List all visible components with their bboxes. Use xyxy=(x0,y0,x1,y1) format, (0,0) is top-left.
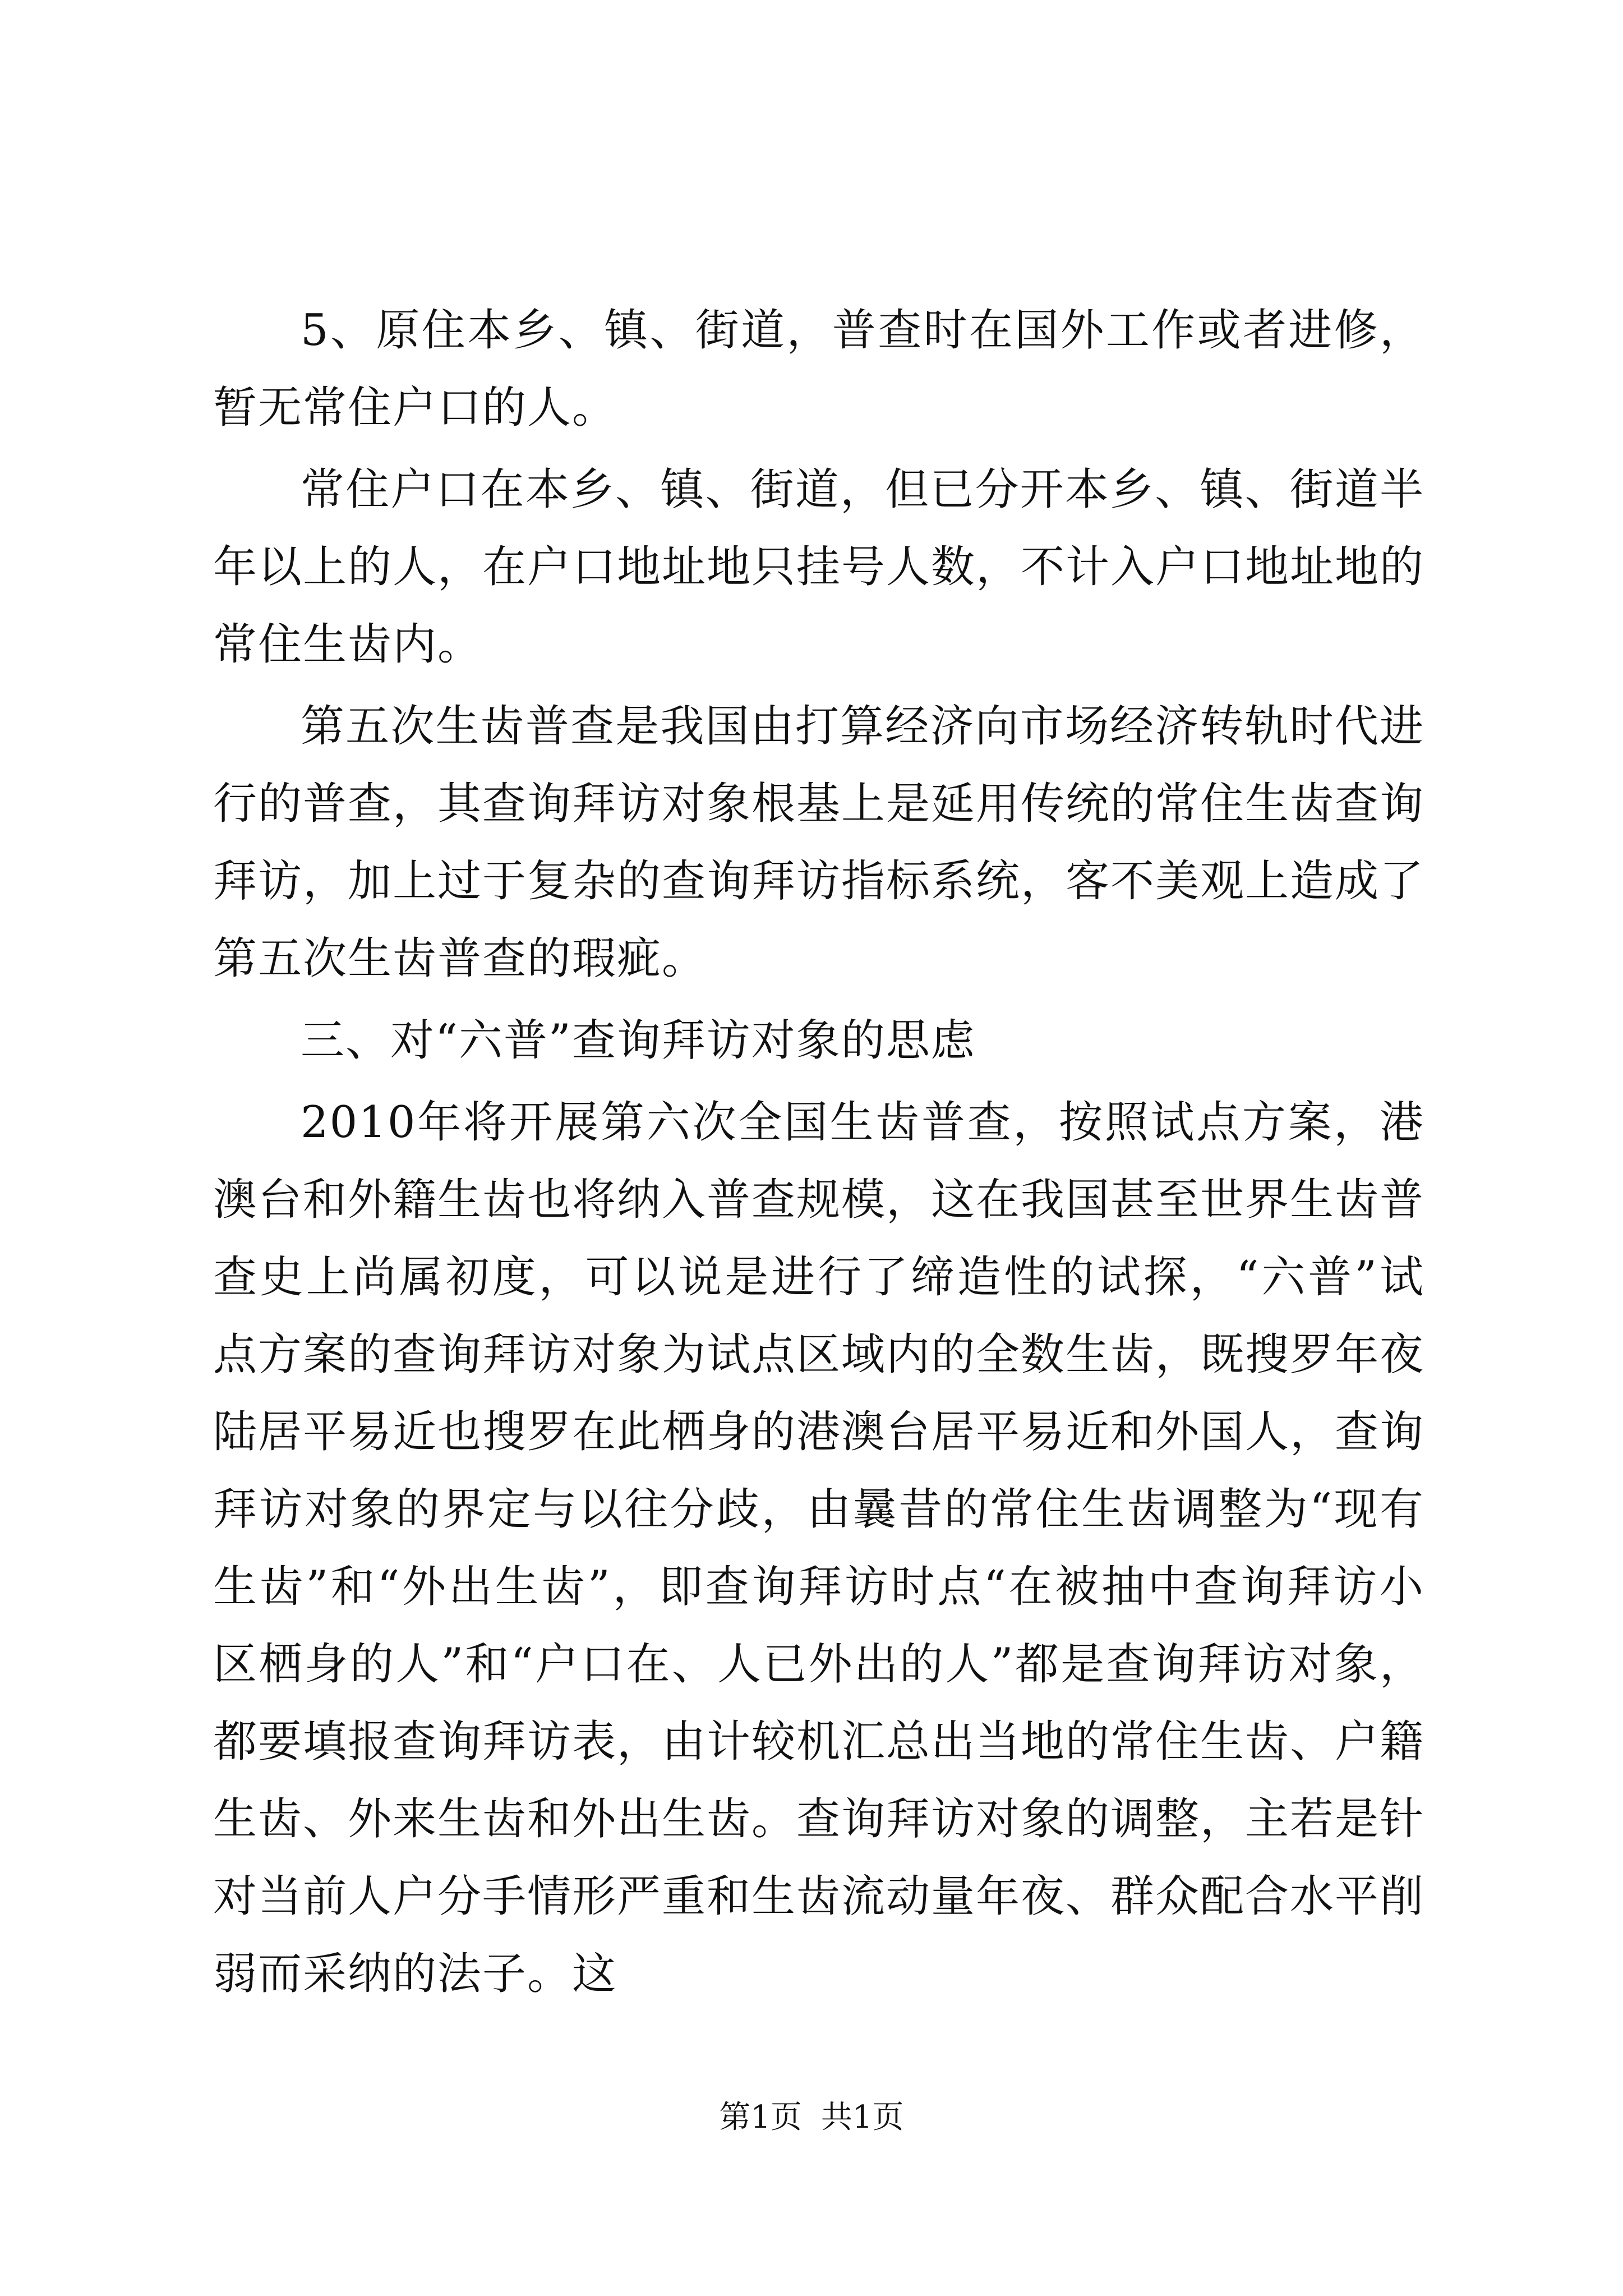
paragraph-residence-registration: 常住户口在本乡、镇、街道，但已分开本乡、镇、街道半年以上的人，在户口地址地只挂号人数，不计入户口地址地的常住生齿内。 xyxy=(213,464,1425,670)
page-number: 第1页 xyxy=(719,2099,802,2136)
section-heading: 三、对“六普”查询拜访对象的思虑 xyxy=(301,1015,976,1066)
paragraph-sixth-census: 2010年将开展第六次全国生齿普查，按照试点方案，港澳台和外籍生齿也将纳入普查规模，这在我国甚至世界生齿普查史上尚属初度，可以说是进行了缔造性的试探，“六普”试点方案的查询拜访对象为试点区域内的全数生齿，既搜罗年夜陆居平易近也搜罗在此栖身的港澳台居平易近和外国人，查询拜访对象的界定与以往分歧，由曩昔的常住生齿调整为“现有生齿”和“外出生齿”，即查询拜访时点“在被抽中查询拜访小区栖身的人”和“户口在、人已外出的人”都是查询拜访对象，都要填报查询拜访表，由计较机汇总出当地的常住生齿、户籍生齿、外来生齿和外出生齿。查询拜访对象的调整，主若是针对当前人户分手情形严重和生齿流动量年夜、群众配合水平削弱而采纳的法子。这 xyxy=(213,1097,1425,1999)
paragraph-fifth-census: 第五次生齿普查是我国由打算经济向市场经济转轨时代进行的普查，其查询拜访对象根基上是延用传统的常住生齿查询拜访，加上过于复杂的查询拜访指标系统，客不美观上造成了第五次生齿普查的瑕疵。 xyxy=(213,701,1425,984)
page-footer xyxy=(0,2095,1623,2140)
document-body xyxy=(213,292,1424,2017)
page-total: 共1页 xyxy=(821,2099,904,2136)
paragraph-item-5: 5、原住本乡、镇、街道，普查时在国外工作或者进修，暂无常住户口的人。 xyxy=(213,305,1424,433)
